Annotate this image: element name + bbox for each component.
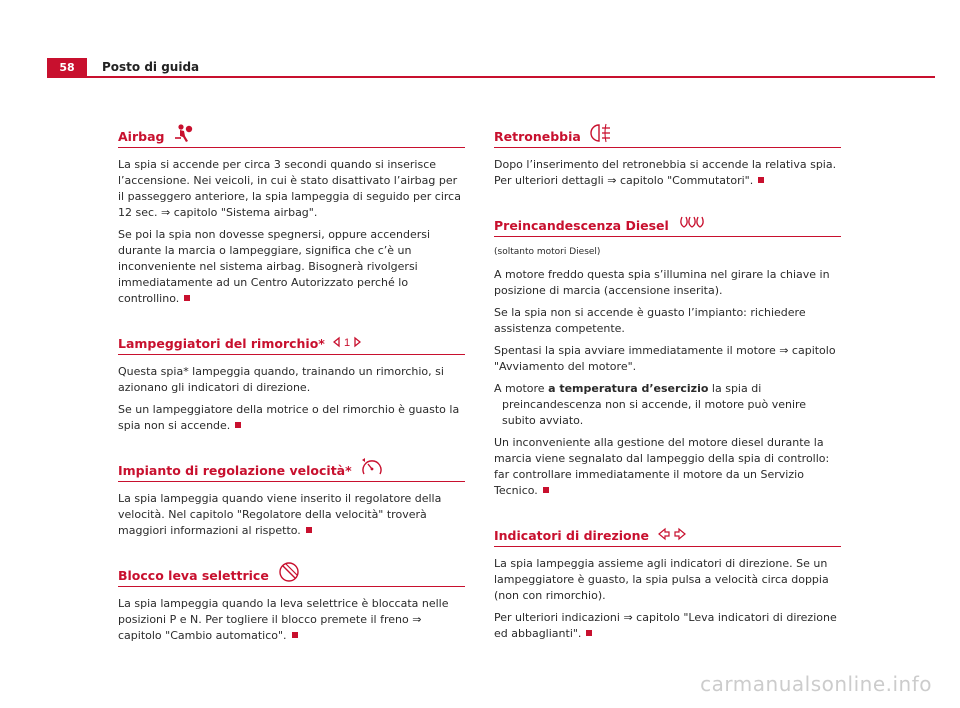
- header-rule: [47, 76, 935, 78]
- paragraph: Spentasi la spia avviare immediatamente il motore ⇒ capitolo "Avviamento del motore".: [494, 344, 836, 373]
- section-header: [118, 452, 465, 482]
- end-of-section-mark: [758, 177, 764, 183]
- section-airbag: [118, 118, 465, 307]
- end-of-section-mark: [543, 487, 549, 493]
- section-cruise-control: [118, 452, 465, 539]
- trailer-turn-signal-icon: [333, 329, 361, 351]
- paragraph: [118, 227, 465, 307]
- section-title: Lampeggiatori del rimorchio*: [118, 336, 325, 351]
- section-title: Impianto di regolazione velocità*: [118, 463, 352, 478]
- section-header: [118, 557, 465, 587]
- section-header: [118, 118, 465, 148]
- page-title: Posto di guida: [102, 60, 200, 74]
- paragraph: La spia si accende per circa 3 secondi quando si inserisce l’accensione. Nei veicoli, in cui è stato disattivato l’airbag per il passeggero anteriore, la spia lampeggia di seguido per circa 12 sec. ⇒ capitolo "Sistema airbag".: [118, 158, 461, 219]
- section-header: [494, 207, 841, 237]
- cruise-control-icon: [360, 456, 384, 478]
- paragraph-text: Un inconveniente alla gestione del motore diesel durante la marcia viene segnalato dal lampeggio della spia di controllo: far controllare immediatamente il motore da un Servizio Tecnico.: [494, 436, 830, 497]
- note: (soltanto motori Diesel): [494, 247, 601, 257]
- right-column: [494, 118, 841, 660]
- paragraph-text: La spia lampeggia quando la leva selettrice è bloccata nelle posizioni P e N. Per togliere il blocco premete il freno ⇒ capitolo "Cambio automatico".: [118, 597, 449, 642]
- section-title: Retronebbia: [494, 129, 581, 144]
- section-turn-signals: [494, 517, 841, 642]
- section-header: [118, 325, 465, 355]
- selector-lever-lock-icon: [277, 561, 301, 583]
- paragraph: [494, 157, 841, 189]
- glow-plug-icon: [677, 211, 705, 233]
- paragraph: [118, 596, 465, 644]
- paragraph: [118, 491, 465, 539]
- section-title: Preincandescenza Diesel: [494, 218, 669, 233]
- section-trailer: [118, 325, 465, 434]
- paragraph: [494, 435, 841, 499]
- end-of-section-mark: [586, 630, 592, 636]
- paragraph-text: Se poi la spia non dovesse spegnersi, oppure accendersi durante la marcia o lampeggiare, significa che c’è un inconveniente nel sistema airbag. Bisognerà rivolgersi immediatamente ad un Centro Autorizzato perché lo controllino.: [118, 228, 431, 305]
- section-rear-fog: [494, 118, 841, 189]
- paragraph: [118, 402, 465, 434]
- rear-fog-light-icon: [589, 122, 613, 144]
- emphasis: a temperatura d’esercizio: [548, 382, 709, 395]
- section-title: Airbag: [118, 129, 165, 144]
- section-title: Blocco leva selettrice: [118, 568, 269, 583]
- paragraph: Questa spia* lampeggia quando, trainando un rimorchio, si azionano gli indicatori di direzione.: [118, 365, 444, 394]
- section-header: [494, 517, 841, 547]
- paragraph: La spia lampeggia assieme agli indicatori di direzione. Se un lampeggiatore è guasto, la spia pulsa a velocità circa doppia (non con rimorchio).: [494, 557, 829, 602]
- page-number: 58: [47, 58, 87, 78]
- paragraph-text: A motore: [494, 382, 549, 395]
- paragraph-text: Per ulteriori indicazioni ⇒ capitolo "Leva indicatori di direzione ed abbaglianti".: [494, 611, 837, 640]
- end-of-section-mark: [306, 527, 312, 533]
- paragraph: [494, 381, 841, 429]
- trailer-icon-label: 1: [343, 337, 350, 349]
- section-glow-plug: [494, 207, 841, 499]
- section-header: [494, 118, 841, 148]
- paragraph-text: la spia di preincandescenza non si accende, il motore può venire subito avviato.: [502, 382, 807, 427]
- paragraph-text: Dopo l’inserimento del retronebbia si accende la relativa spia. Per ulteriori dettagli ⇒ capitolo "Commutatori".: [494, 158, 837, 187]
- paragraph-text: Se un lampeggiatore della motrice o del rimorchio è guasto la spia non si accende.: [118, 403, 460, 432]
- turn-signal-arrows-icon: [657, 521, 687, 543]
- end-of-section-mark: [184, 295, 190, 301]
- paragraph-text: La spia lampeggia quando viene inserito il regolatore della velocità. Nel capitolo "Regolatore della velocità" troverà maggiori informazioni al rispetto.: [118, 492, 442, 537]
- left-column: [118, 118, 465, 662]
- section-title: Indicatori di direzione: [494, 528, 649, 543]
- section-selector-lock: [118, 557, 465, 644]
- watermark: carmanualsonline.info: [700, 672, 932, 696]
- end-of-section-mark: [235, 422, 241, 428]
- paragraph: [494, 610, 841, 642]
- airbag-warning-icon: [172, 122, 194, 144]
- end-of-section-mark: [292, 632, 298, 638]
- paragraph: A motore freddo questa spia s’illumina nel girare la chiave in posizione di marcia (accensione inserita).: [494, 268, 830, 297]
- paragraph: Se la spia non si accende è guasto l’impianto: richiedere assistenza competente.: [494, 306, 806, 335]
